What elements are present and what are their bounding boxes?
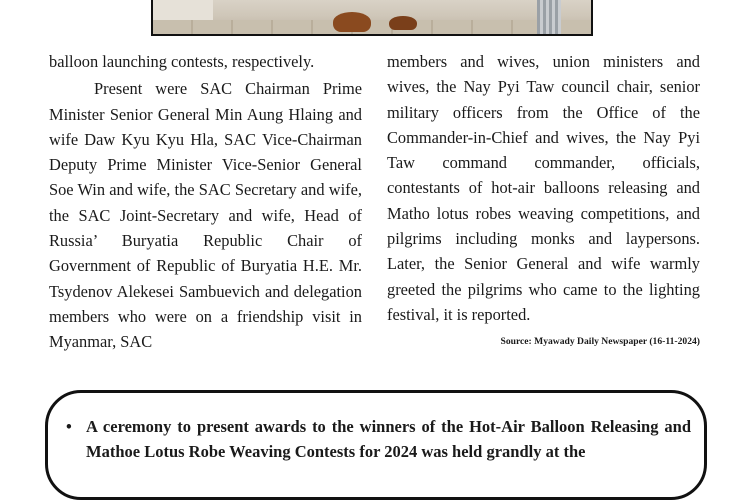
article-photo: [151, 0, 593, 36]
highlight-item: [66, 414, 691, 465]
photo-floor: [153, 20, 591, 34]
photo-robe-figure: [333, 12, 371, 32]
lead-line: balloon launching contests, respectively.: [49, 52, 315, 71]
body-paragraph-continued: members and wives, union ministers and wives, the Nay Pyi Taw council chair, senior military officers from the Office of the Commander-in-Chief and wives, the Nay Pyi Taw command commander, officials, contestants of hot-air balloons releasing and Matho lotus robes weaving competitions, and pilgrims including monks and laypersons. Later, the Senior General and wife warmly greeted the pilgrims who came to the lighting festival, it is reported.: [387, 52, 700, 324]
photo-robe-figure: [389, 16, 417, 30]
highlight-box: [45, 390, 707, 500]
article-column-right: [387, 49, 700, 327]
source-credit: Source: Myawady Daily Newspaper (16-11-2024): [500, 336, 700, 347]
article-column-left: [49, 49, 362, 355]
body-paragraph: Present were SAC Chairman Prime Minister Senior General Min Aung Hlaing and wife Daw Kyu Kyu Hla, SAC Vice-Chairman Deputy Prime Minister Vice-Senior General Soe Win and wife, the SAC Secretary and wife, the SAC Joint-Secretary and wife, Head of Russia’ Buryatia Republic Chair of Government of Republic of Buryatia H.E. Mr. Tsydenov Alekesei Sambuevich and delegation members who were on a friendship visit in Myanmar, SAC: [49, 79, 362, 352]
bullet-icon: •: [66, 417, 72, 436]
highlight-list: [66, 414, 691, 465]
photo-pillar: [537, 0, 561, 36]
highlight-text: A ceremony to present awards to the winners of the Hot-Air Balloon Releasing and Mathoe Lotus Robe Weaving Contests for 2024 was held grandly at the: [86, 417, 691, 462]
